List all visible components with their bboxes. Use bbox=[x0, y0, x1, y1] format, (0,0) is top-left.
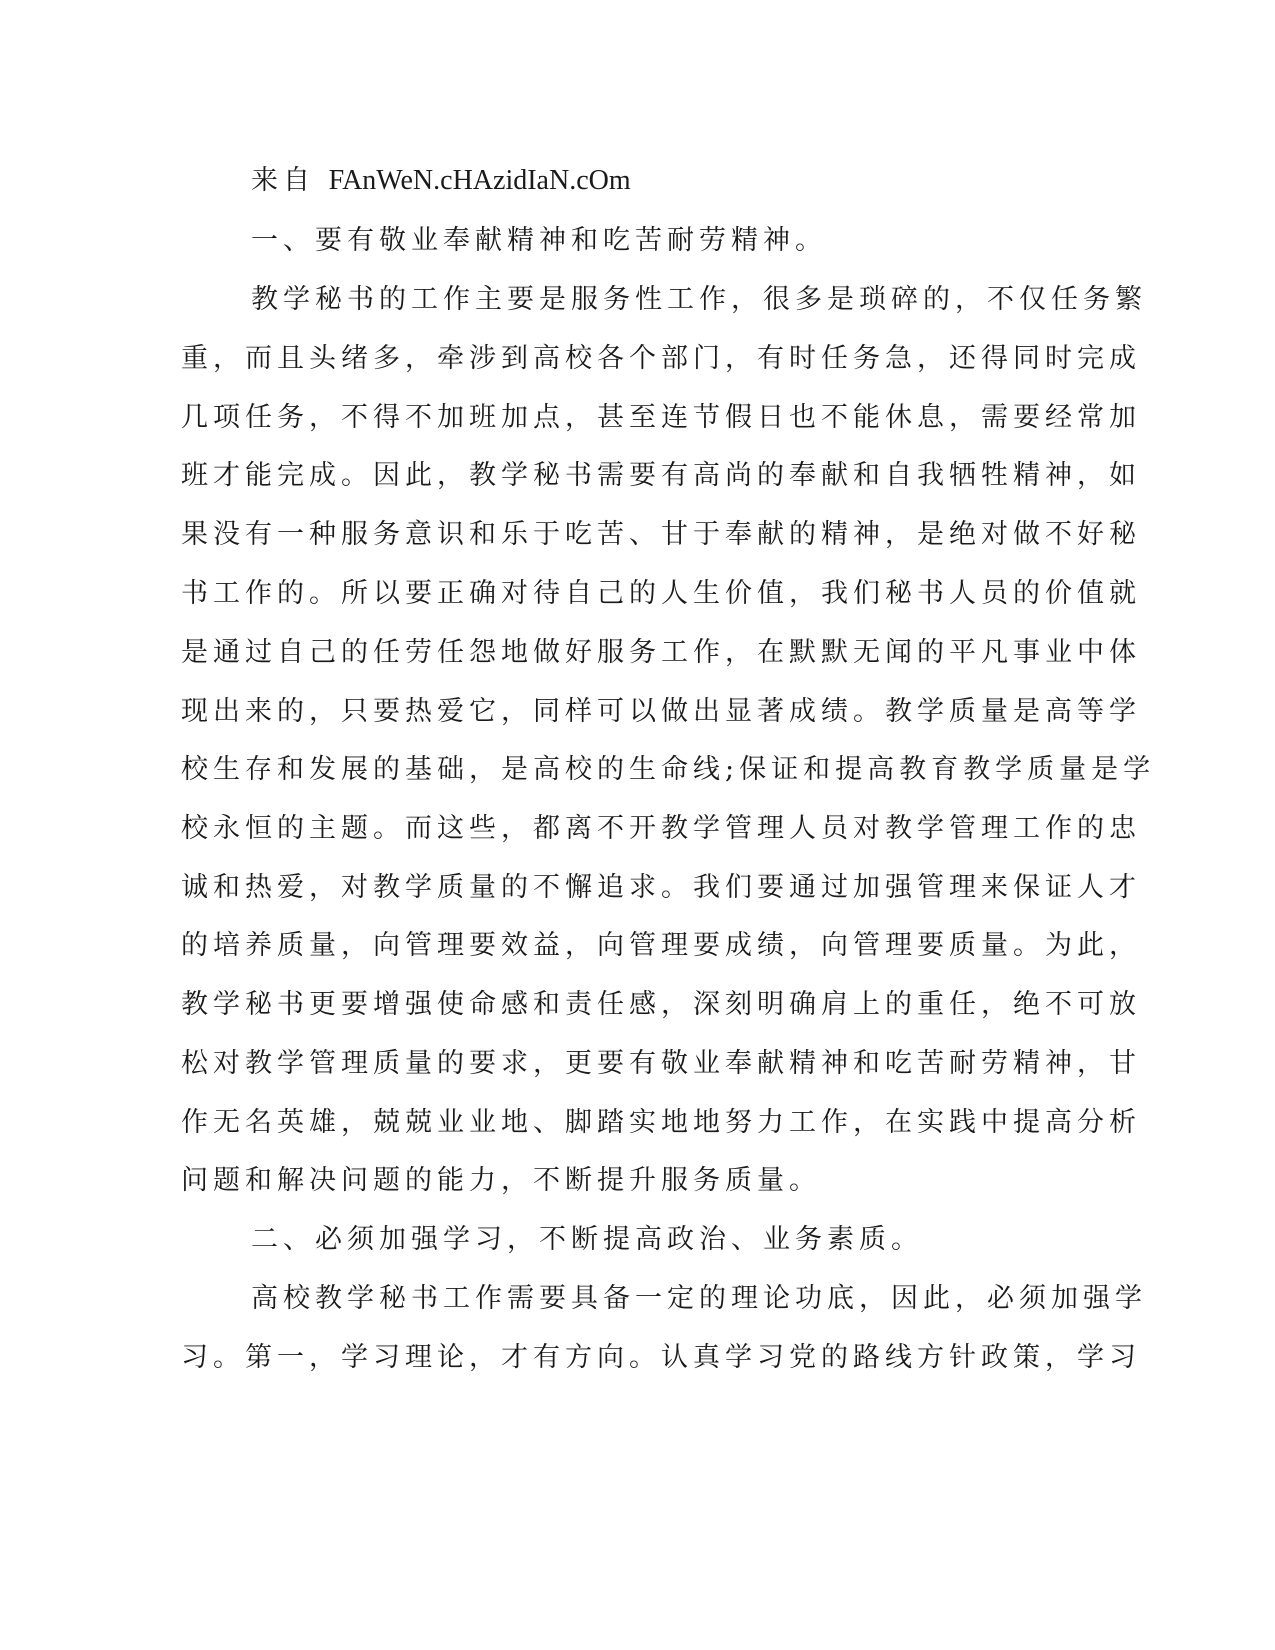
paragraph-line: 校生存和发展的基础，是高校的生命线;保证和提高教育教学质量是学 bbox=[181, 754, 1156, 785]
paragraph-line: 重，而且头绪多，牵涉到高校各个部门，有时任务急，还得同时完成 bbox=[181, 343, 1141, 374]
paragraph-line: 的培养质量，向管理要效益，向管理要成绩，向管理要质量。为此， bbox=[181, 930, 1141, 961]
paragraph-line: 校永恒的主题。而这些，都离不开教学管理人员对教学管理工作的忠 bbox=[181, 813, 1141, 844]
source-prefix: 来自 bbox=[251, 165, 329, 196]
paragraph-line: 教学秘书更要增强使命感和责任感，深刻明确肩上的重任，绝不可放 bbox=[181, 989, 1141, 1020]
paragraph-line: 松对教学管理质量的要求，更要有敬业奉献精神和吃苦耐劳精神，甘 bbox=[181, 1048, 1141, 1079]
paragraph-line: 现出来的，只要热爱它，同样可以做出显著成绩。教学质量是高等学 bbox=[181, 696, 1141, 727]
paragraph-line: 习。第一，学习理论，才有方向。认真学习党的路线方针政策，学习 bbox=[181, 1342, 1141, 1373]
paragraph-line: 几项任务，不得不加班加点，甚至连节假日也不能休息，需要经常加 bbox=[181, 402, 1141, 433]
paragraph-line: 作无名英雄，兢兢业业地、脚踏实地地努力工作，在实践中提高分析 bbox=[181, 1107, 1141, 1138]
paragraph-line: 高校教学秘书工作需要具备一定的理论功底，因此，必须加强学 bbox=[251, 1283, 1147, 1314]
source-url: FAnWeN.cHAzidIaN.cOm bbox=[328, 165, 631, 196]
paragraph-line: 果没有一种服务意识和乐于吃苦、甘于奉献的精神，是绝对做不好秘 bbox=[181, 519, 1141, 550]
paragraph-line: 教学秘书的工作主要是服务性工作，很多是琐碎的，不仅任务繁 bbox=[251, 284, 1147, 315]
section-heading-2: 二、必须加强学习，不断提高政治、业务素质。 bbox=[251, 1224, 923, 1255]
paragraph-line: 书工作的。所以要正确对待自己的人生价值，我们秘书人员的价值就 bbox=[181, 578, 1141, 609]
paragraph-line: 班才能完成。因此，教学秘书需要有高尚的奉献和自我牺牲精神，如 bbox=[181, 460, 1141, 491]
paragraph-line: 问题和解决问题的能力，不断提升服务质量。 bbox=[181, 1165, 821, 1196]
section-heading-1: 一、要有敬业奉献精神和吃苦耐劳精神。 bbox=[251, 225, 827, 256]
paragraph-line: 诚和热爱，对教学质量的不懈追求。我们要通过加强管理来保证人才 bbox=[181, 872, 1141, 903]
paragraph-line: 是通过自己的任劳任怨地做好服务工作，在默默无闻的平凡事业中体 bbox=[181, 637, 1141, 668]
source-line bbox=[251, 162, 631, 200]
